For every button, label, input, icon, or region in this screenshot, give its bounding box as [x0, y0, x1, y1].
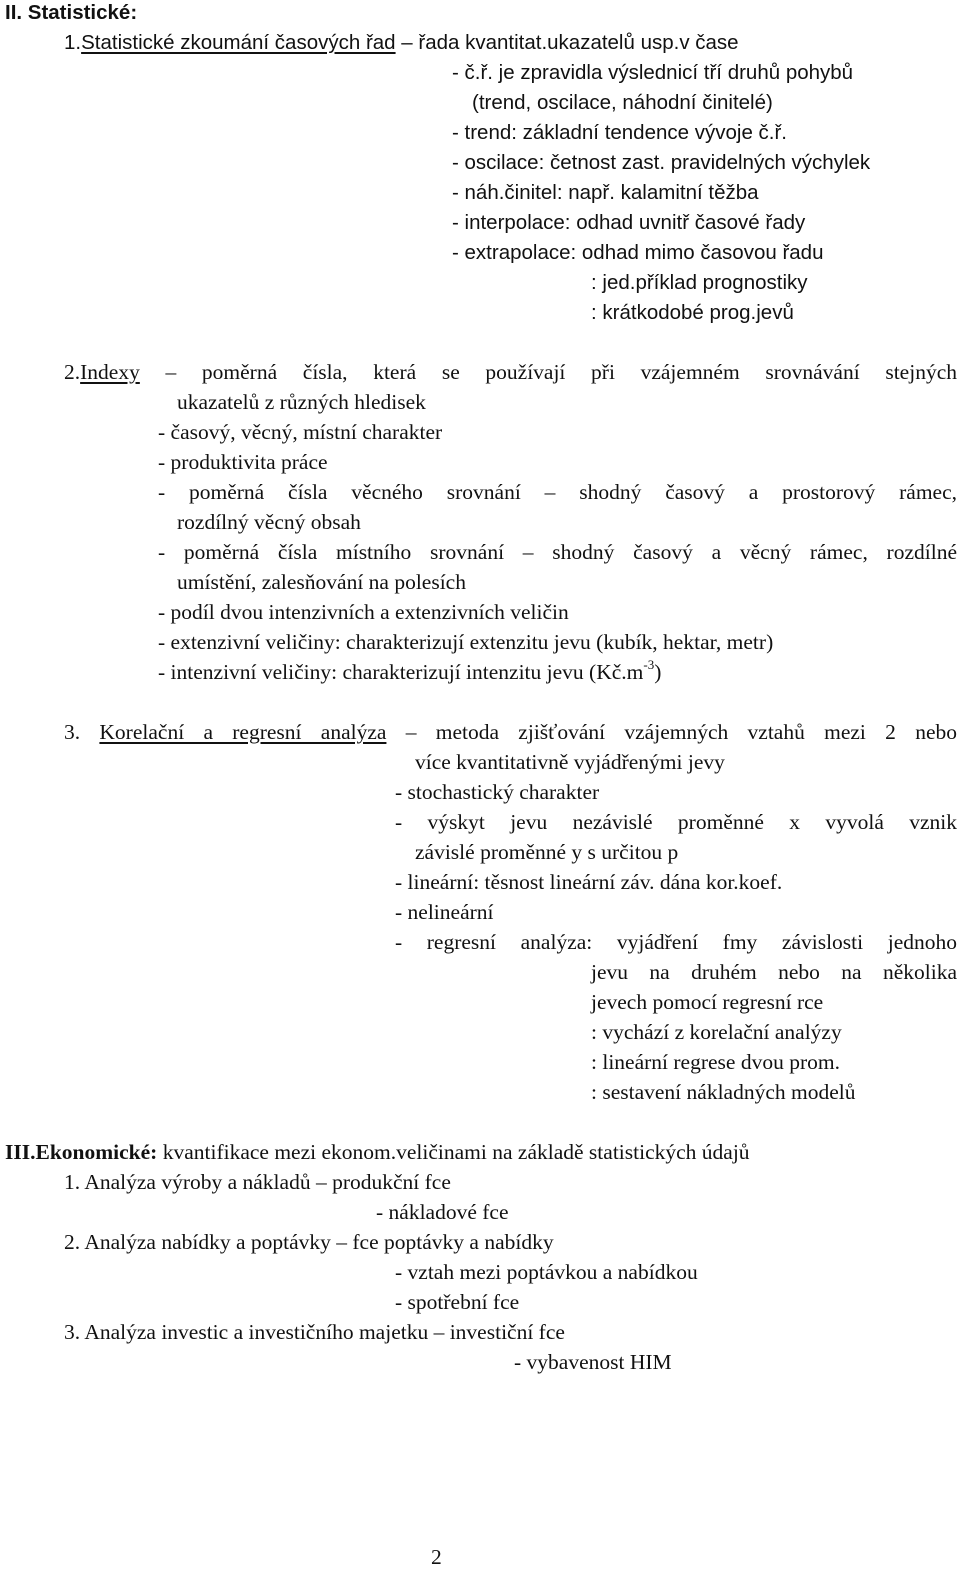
item-3-line: : sestavení nákladných modelů [591, 1080, 856, 1104]
item-3-line: - regresní analýza: vyjádření fmy závislosti jednoho [395, 930, 957, 954]
item-3-line: - stochastický charakter [395, 780, 600, 804]
item-3-line: - výskyt jevu nezávislé proměnné x vyvolá vznik [395, 810, 957, 834]
item-2-line: umístění, zalesňování na polesích [177, 570, 466, 594]
item-1-line: (trend, oscilace, náhodní činitelé) [472, 91, 773, 114]
item-1-line: - oscilace: četnost zast. pravidelných výchylek [452, 151, 871, 174]
item-1-title-line [64, 30, 739, 56]
section-3-heading: III.Ekonomické: [5, 1140, 158, 1164]
item-3-number: 3. [64, 720, 100, 744]
item-3-line: - nelineární [395, 900, 494, 924]
item-3-line: - lineární: těsnost lineární záv. dána kor.koef. [395, 870, 783, 894]
section-3-line: 1. Analýza výroby a nákladů – produkční fce [64, 1170, 451, 1194]
item-2-line: - poměrná čísla věcného srovnání – shodný časový a prostorový rámec, [158, 480, 957, 504]
item-1-line: : jed.příklad prognostiky [591, 271, 808, 294]
section-3-line: - nákladové fce [376, 1200, 509, 1224]
item-2-title: Indexy [80, 360, 140, 384]
item-1-line: - trend: základní tendence vývoje č.ř. [452, 121, 788, 144]
item-1-line: - extrapolace: odhad mimo časovou řadu [452, 241, 824, 264]
section-2-heading: II. Statistické: [5, 1, 138, 24]
item-1-definition: – řada kvantitat.ukazatelů usp.v čase [395, 31, 739, 54]
item-2-line-text: - intenzivní veličiny: charakterizují intenzitu jevu (Kč.m [158, 660, 644, 684]
item-3-line: závislé proměnné y s určitou p [415, 840, 679, 864]
section-3-line: - spotřební fce [395, 1290, 520, 1314]
page-number: 2 [431, 1545, 442, 1569]
item-2-line: ukazatelů z různých hledisek [177, 390, 426, 414]
closing-paren: ) [654, 660, 662, 684]
item-2-line: - podíl dvou intenzivních a extenzivních veličin [158, 600, 569, 624]
item-2-definition: – poměrná čísla, která se používají při vzájemném srovnávání stejných [139, 360, 957, 384]
section-3-line: 2. Analýza nabídky a poptávky – fce poptávky a nabídky [64, 1230, 554, 1254]
item-3-line: : vychází z korelační analýzy [591, 1020, 842, 1044]
section-3-line: - vztah mezi poptávkou a nabídkou [395, 1260, 698, 1284]
section-3-line: 3. Analýza investic a investičního majetku – investiční fce [64, 1320, 565, 1344]
exponent: -3 [643, 656, 655, 672]
item-3-line: jevu na druhém nebo na několika [591, 960, 957, 984]
item-2-number: 2. [64, 360, 81, 384]
item-1-number: 1. [64, 31, 82, 54]
item-1-line: - interpolace: odhad uvnitř časové řady [452, 211, 806, 234]
item-2-last-line [158, 656, 662, 685]
item-1-line: - náh.činitel: např. kalamitní těžba [452, 181, 759, 204]
item-3-title-line [64, 719, 957, 745]
item-2-line: - extenzivní veličiny: charakterizují extenzitu jevu (kubík, hektar, metr) [158, 630, 774, 654]
item-3-line: : lineární regrese dvou prom. [591, 1050, 840, 1074]
section-3-line: - vybavenost HIM [514, 1350, 672, 1374]
item-1-line: : krátkodobé prog.jevů [591, 301, 794, 324]
item-2-line: - časový, věcný, místní charakter [158, 420, 443, 444]
item-1-title: Statistické zkoumání časových řad [81, 31, 396, 54]
item-2-line: - poměrná čísla místního srovnání – shodný časový a věcný rámec, rozdílné [158, 540, 957, 564]
item-2-title-line [64, 359, 957, 385]
item-3-definition: – metoda zjišťování vzájemných vztahů mezi 2 nebo [386, 720, 957, 744]
item-3-line: jevech pomocí regresní rce [591, 990, 824, 1014]
item-2-line: - produktivita práce [158, 450, 328, 474]
item-1-line: - č.ř. je zpravidla výslednicí tří druhů pohybů [452, 61, 854, 84]
section-3-description: kvantifikace mezi ekonom.veličinami na základě statistických údajů [157, 1140, 750, 1164]
item-3-title: Korelační a regresní analýza [99, 720, 387, 744]
item-2-line: rozdílný věcný obsah [177, 510, 361, 534]
item-3-line: více kvantitativně vyjádřenými jevy [415, 750, 725, 774]
section-3-heading-line [5, 1139, 750, 1165]
